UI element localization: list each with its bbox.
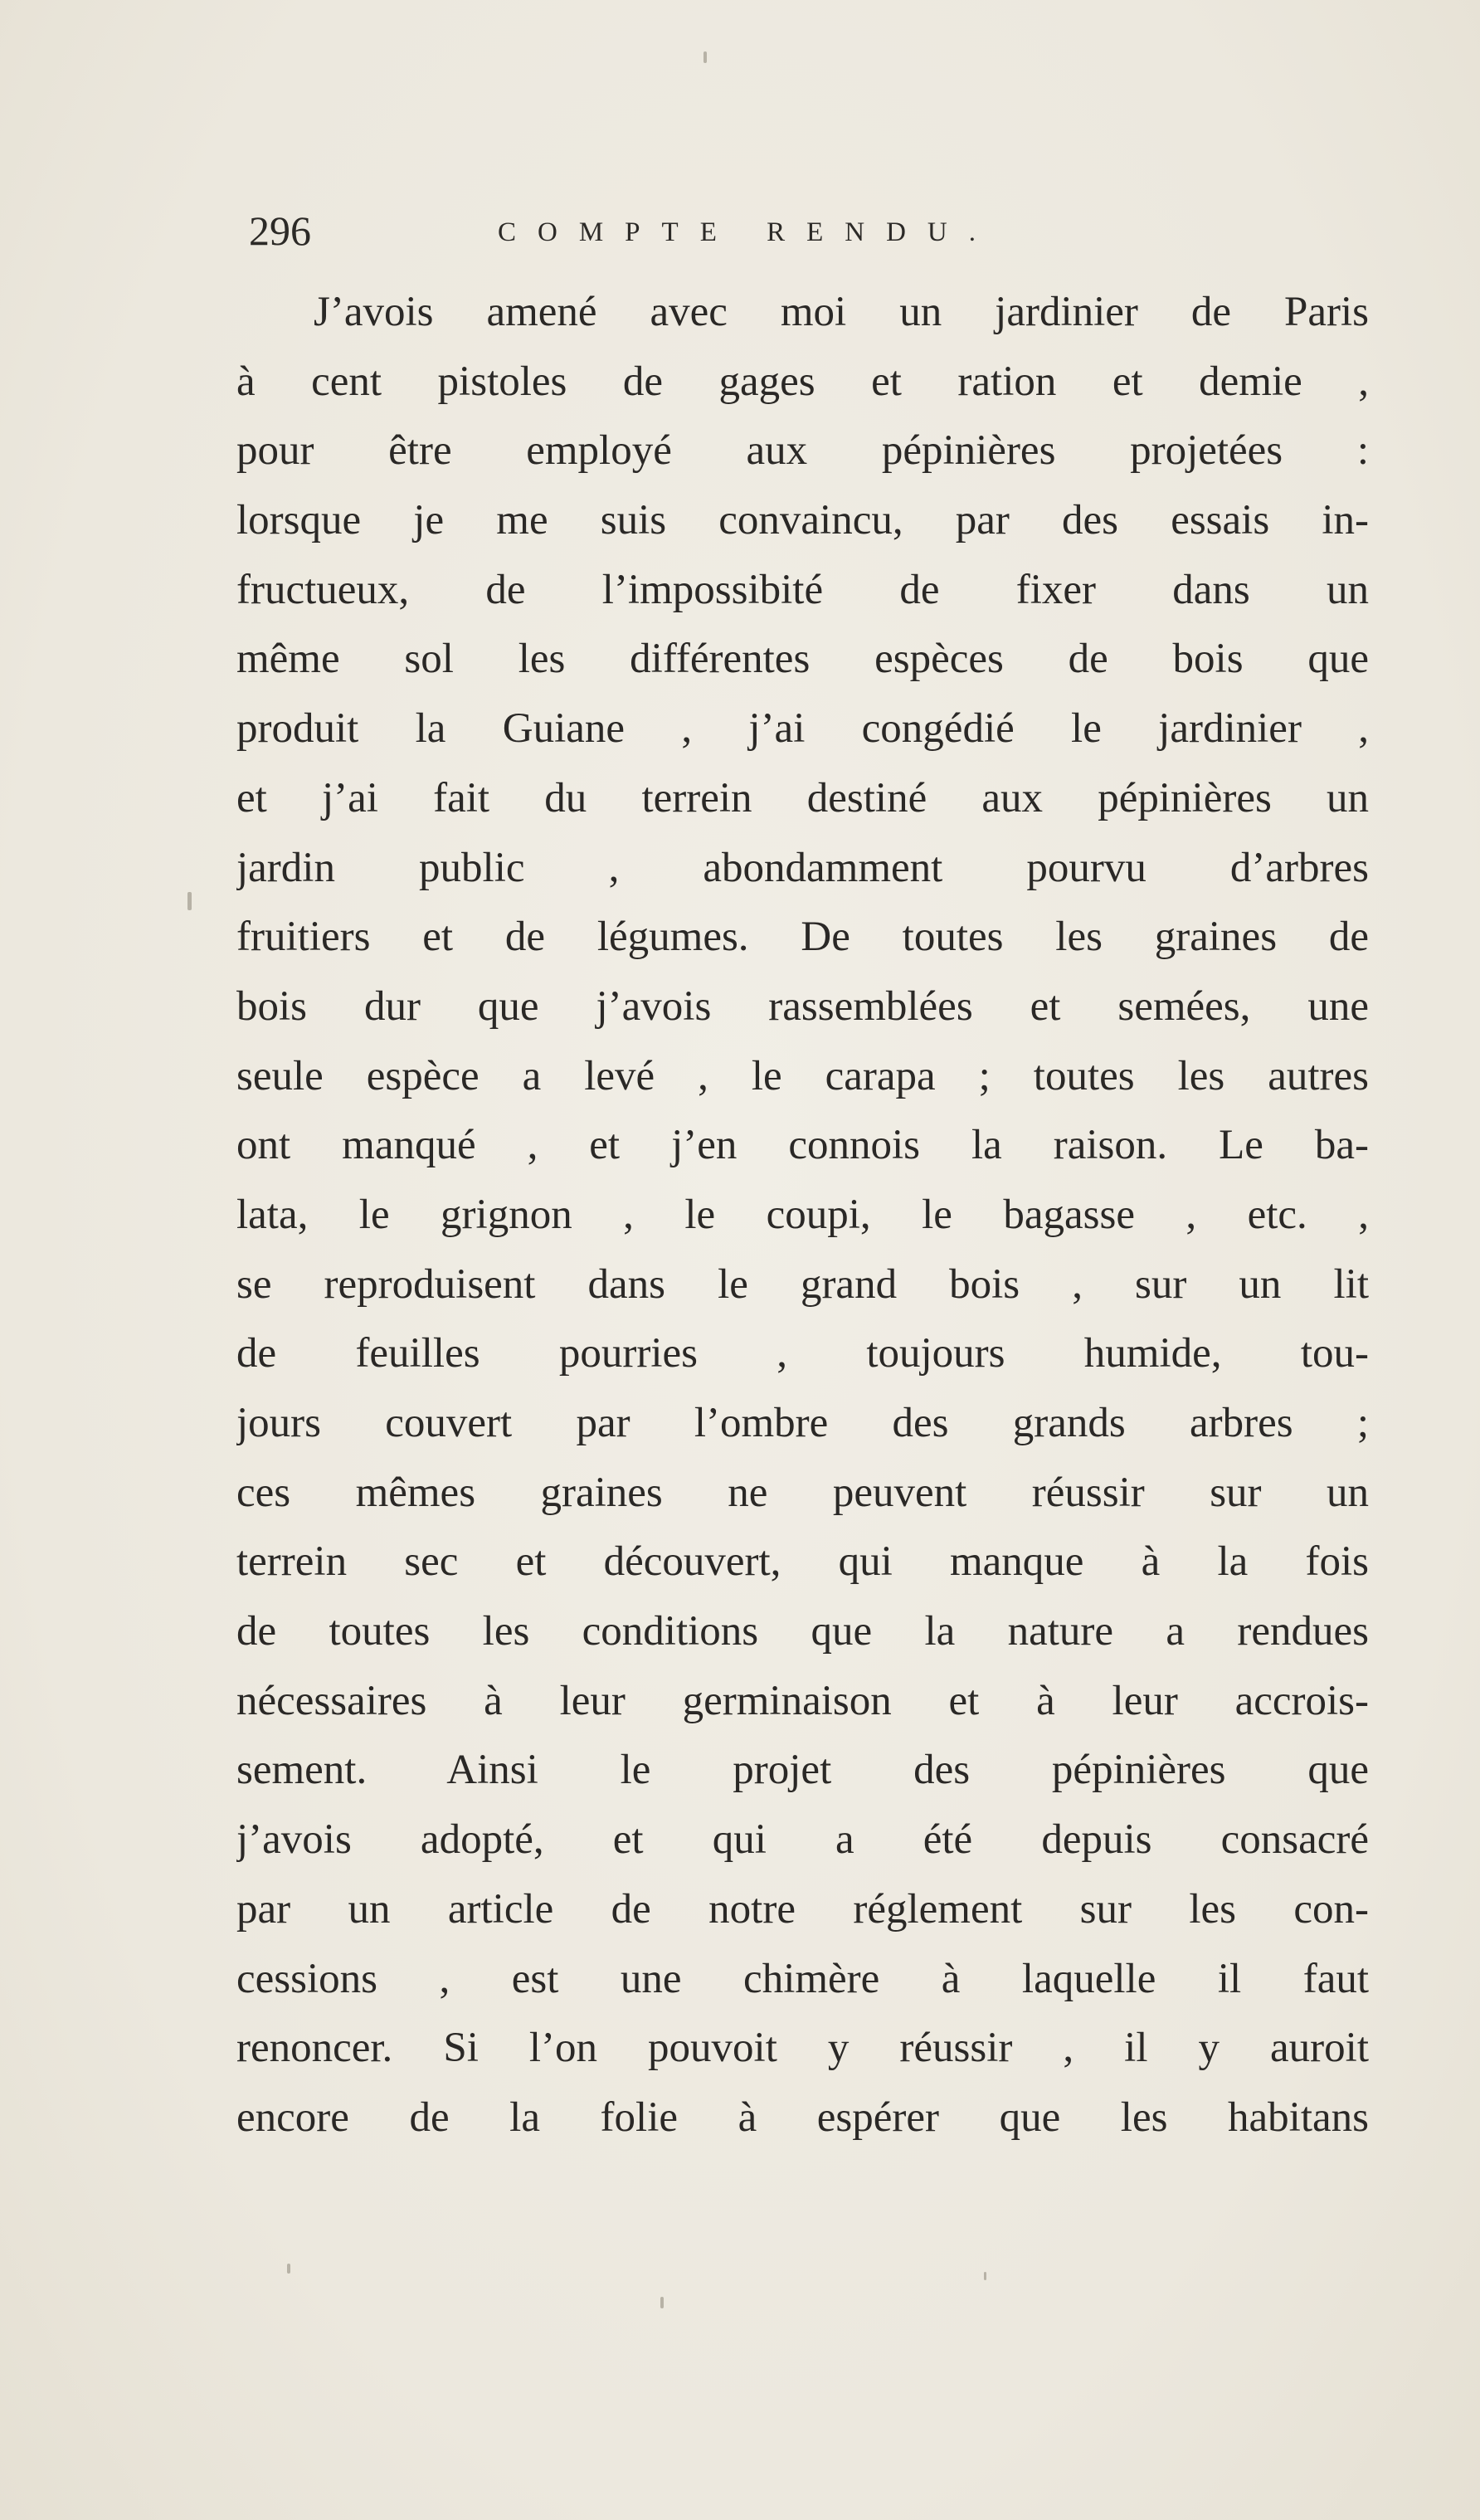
text-line: sement. Ainsi le projet des pépinières que (236, 1747, 1369, 1794)
ink-speck (187, 892, 192, 910)
text-line: fruitiers et de légumes. De toutes les graines de (236, 914, 1369, 961)
running-head: COMPTE RENDU. (498, 217, 998, 247)
text-line: encore de la folie à espérer que les habitans (236, 2094, 1369, 2141)
body-text (236, 278, 1369, 2153)
text-line: bois dur que j’avois rassemblées et semées, une (236, 982, 1369, 1030)
text-line: jours couvert par l’ombre des grands arbres ; (236, 1400, 1369, 1446)
ink-speck (660, 2297, 664, 2308)
text-line: ont manqué , et j’en connois la raison. Le ba- (236, 1122, 1369, 1169)
text-line: nécessaires à leur germinaison et à leur accrois- (236, 1677, 1369, 1724)
text-line: seule espèce a levé , le carapa ; toutes les autres (236, 1052, 1369, 1099)
page-number: 296 (249, 207, 311, 254)
text-line: terrein sec et découvert, qui manque à la fois (236, 1538, 1369, 1586)
text-line: se reproduisent dans le grand bois , sur un lit (236, 1260, 1369, 1308)
ink-speck (984, 2272, 986, 2280)
text-line: renoncer. Si l’on pouvoit y réussir , il y auroit (236, 2025, 1369, 2072)
ink-speck (703, 51, 707, 63)
text-line: lata, le grignon , le coupi, le bagasse , etc. , (236, 1191, 1369, 1238)
text-line: lorsque je me suis convaincu, par des essais in- (236, 497, 1369, 544)
text-line: de feuilles pourries , toujours humide, tou- (236, 1330, 1369, 1377)
text-line: par un article de notre réglement sur les con- (236, 1885, 1369, 1933)
text-line: cessions , est une chimère à laquelle il faut (236, 1955, 1369, 2002)
text-line: jardin public , abondamment pourvu d’arbres (236, 844, 1369, 891)
text-line: J’avois amené avec moi un jardinier de Paris (314, 289, 1369, 335)
text-line: à cent pistoles de gages et ration et demie , (236, 358, 1369, 405)
text-line: même sol les différentes espèces de bois que (236, 636, 1369, 683)
text-line: j’avois adopté, et qui a été depuis consacré (236, 1816, 1369, 1864)
text-line: produit la Guiane , j’ai congédié le jardinier , (236, 705, 1369, 753)
text-line: et j’ai fait du terrein destiné aux pépinières un (236, 774, 1369, 821)
text-line: fructueux, de l’impossibité de fixer dans un (236, 566, 1369, 613)
text-line: de toutes les conditions que la nature a rendues (236, 1608, 1369, 1655)
text-line: pour être employé aux pépinières projetées : (236, 427, 1369, 475)
page-header (249, 206, 1278, 256)
ink-speck (287, 2264, 290, 2274)
text-line: ces mêmes graines ne peuvent réussir sur un (236, 1469, 1369, 1516)
